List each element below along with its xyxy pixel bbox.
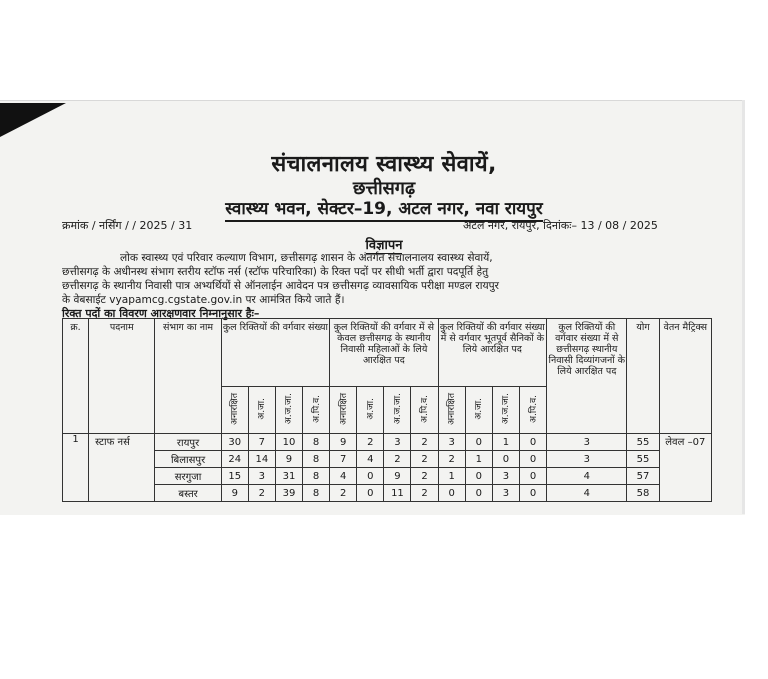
table-caption: रिक्त पदों का विवरण आरक्षणवार निम्नानुसार हैः– xyxy=(62,307,260,320)
header-disabled: कुल रिक्तियों की वर्गवार संख्या में से छत्तीसगढ़ स्थानीय निवासी दिव्यांगजनों के लिये आरक्षित पद xyxy=(547,319,627,434)
subheader-women-0 xyxy=(330,387,357,434)
table-cell: 0 xyxy=(492,451,519,468)
header-address: स्वास्थ्य भवन, सेक्टर–19, अटल नगर, नवा रायपुर xyxy=(0,196,768,219)
subheader-total-0 xyxy=(221,387,248,434)
table-cell: 0 xyxy=(465,434,492,451)
table-cell: 0 xyxy=(465,468,492,485)
subheader-label: अ.ज.जा. xyxy=(284,392,295,425)
table-cell: 3 xyxy=(492,468,519,485)
table-cell: 2 xyxy=(411,434,438,451)
subheader-label: अ.पि.व. xyxy=(528,394,539,423)
subheader-ex-0 xyxy=(438,387,465,434)
table-cell: 8 xyxy=(303,434,330,451)
subheader-label: अ.जा. xyxy=(474,397,485,420)
table-cell: 39 xyxy=(275,485,302,502)
table-row xyxy=(63,485,712,502)
subheader-label: अनारक्षित xyxy=(230,392,241,425)
reference-date: अटल नगर, रायपुर, दिनांकः– 13 / 08 / 2025 xyxy=(463,219,658,232)
subheader-label: अ.पि.व. xyxy=(311,394,322,423)
table-cell: 8 xyxy=(303,468,330,485)
table-cell: 2 xyxy=(411,451,438,468)
header-sno: क्र. xyxy=(63,319,89,434)
vacancy-table xyxy=(62,318,712,502)
table-cell: 3 xyxy=(492,485,519,502)
row-total: 55 xyxy=(627,451,659,468)
paragraph-line: लोक स्वास्थ्य एवं परिवार कल्याण विभाग, छत्तीसगढ़ शासन के अंतर्गत संचालनालय स्वास्थ्य सेवायें, xyxy=(120,252,493,264)
table-cell: 2 xyxy=(357,434,384,451)
notice-title: विज्ञापन xyxy=(365,238,403,253)
paragraph-line: छत्तीसगढ़ के स्थानीय निवासी पात्र अभ्यर्थियों से ऑनलाईन आवेदन पत्र छत्तीसगढ़ व्यावसायिक परीक्षा मण्डल रायपुर xyxy=(62,280,499,292)
subheader-label: अ.ज.जा. xyxy=(501,392,512,425)
table-cell: 7 xyxy=(248,434,275,451)
table-cell: 2 xyxy=(411,485,438,502)
table-cell: 0 xyxy=(438,485,465,502)
table-cell: 7 xyxy=(330,451,357,468)
table-cell: 4 xyxy=(357,451,384,468)
header-sum: योग xyxy=(627,319,659,434)
table-cell: 0 xyxy=(357,485,384,502)
subheader-ex-3 xyxy=(519,387,546,434)
table-cell: 30 xyxy=(221,434,248,451)
table-cell: 0 xyxy=(357,468,384,485)
subheader-label: अ.जा. xyxy=(365,397,376,420)
disabled-count: 3 xyxy=(547,451,627,468)
table-cell: 0 xyxy=(519,485,546,502)
table-cell: 9 xyxy=(384,468,411,485)
subheader-women-3 xyxy=(411,387,438,434)
reference-number: क्रमांक / नर्सिंग / / 2025 / 31 xyxy=(62,219,193,232)
table-cell: 9 xyxy=(330,434,357,451)
header-women: कुल रिक्तियों की वर्गवार में से केवल छत्तीसगढ़ के स्थानीय निवासी महिलाओं के लिये आरक्षित पद xyxy=(330,319,438,387)
header-pay: वेतन मैट्रिक्स xyxy=(659,319,711,434)
table-row xyxy=(63,451,712,468)
table-cell: 4 xyxy=(330,468,357,485)
header-division: संभाग का नाम xyxy=(155,319,221,434)
subheader-label: अ.जा. xyxy=(257,397,268,420)
table-cell: 2 xyxy=(384,451,411,468)
table-cell: 31 xyxy=(275,468,302,485)
table-cell: 9 xyxy=(275,451,302,468)
paragraph-line: के वेबसाईट vyapamcg.cgstate.gov.in पर आमंत्रित किये जाते हैं। xyxy=(62,294,345,306)
table-cell: 14 xyxy=(248,451,275,468)
table-row xyxy=(63,434,712,451)
disabled-count: 4 xyxy=(547,485,627,502)
subheader-label: अ.पि.व. xyxy=(420,394,431,423)
table-cell: 1 xyxy=(492,434,519,451)
table-cell: 1 xyxy=(438,468,465,485)
table-cell: 3 xyxy=(438,434,465,451)
division-name: बिलासपुर xyxy=(155,451,221,468)
table-cell: 15 xyxy=(221,468,248,485)
table-row xyxy=(63,468,712,485)
table-cell: 0 xyxy=(519,468,546,485)
scan-corner-mark xyxy=(0,103,66,137)
table-cell: 24 xyxy=(221,451,248,468)
table-cell: 3 xyxy=(384,434,411,451)
disabled-count: 3 xyxy=(547,434,627,451)
row-total: 58 xyxy=(627,485,659,502)
subheader-total-2 xyxy=(275,387,302,434)
header-directorate: संचालनालय स्वास्थ्य सेवायें, xyxy=(271,152,497,177)
table-cell: 2 xyxy=(248,485,275,502)
division-name: सरगुजा xyxy=(155,468,221,485)
division-name: रायपुर xyxy=(155,434,221,451)
subheader-total-3 xyxy=(303,387,330,434)
table-cell: 2 xyxy=(411,468,438,485)
table-cell: 2 xyxy=(330,485,357,502)
table-cell: 10 xyxy=(275,434,302,451)
subheader-ex-2 xyxy=(492,387,519,434)
table-cell: 1 xyxy=(465,451,492,468)
row-total: 57 xyxy=(627,468,659,485)
table-cell: 0 xyxy=(519,451,546,468)
subheader-total-1 xyxy=(248,387,275,434)
row-total: 55 xyxy=(627,434,659,451)
pay-level: लेवल –07 xyxy=(659,434,711,502)
paragraph-line: छत्तीसगढ़ के अधीनस्थ संभाग स्तरीय स्टॉफ नर्स (स्टॉफ परिचारिका) के रिक्त पदों पर सीधी भर्ती द्वारा पदपूर्ति हेतु xyxy=(62,266,489,278)
table-cell: 8 xyxy=(303,451,330,468)
table-cell: 0 xyxy=(519,434,546,451)
subheader-label: अनारक्षित xyxy=(447,392,458,425)
subheader-label: अ.ज.जा. xyxy=(392,392,403,425)
subheader-women-2 xyxy=(384,387,411,434)
subheader-label: अनारक्षित xyxy=(338,392,349,425)
table-cell: 3 xyxy=(248,468,275,485)
table-cell: 9 xyxy=(221,485,248,502)
notice-paragraph xyxy=(62,251,736,307)
post-name: स्टाफ नर्स xyxy=(89,434,155,502)
table-cell: 2 xyxy=(438,451,465,468)
disabled-count: 4 xyxy=(547,468,627,485)
header-post: पदनाम xyxy=(89,319,155,434)
header-state: छत्तीसगढ़ xyxy=(352,178,416,199)
division-name: बस्तर xyxy=(155,485,221,502)
header-total: कुल रिक्तियों की वर्गवार संख्या xyxy=(221,319,329,387)
serial-number: 1 xyxy=(63,434,89,502)
subheader-ex-1 xyxy=(465,387,492,434)
subheader-women-1 xyxy=(357,387,384,434)
table-cell: 11 xyxy=(384,485,411,502)
header-exsoldier: कुल रिक्तियों की वर्गवार संख्या में से वर्गवार भूतपूर्व सैनिकों के लिये आरक्षित पद xyxy=(438,319,546,387)
table-cell: 0 xyxy=(465,485,492,502)
table-cell: 8 xyxy=(303,485,330,502)
